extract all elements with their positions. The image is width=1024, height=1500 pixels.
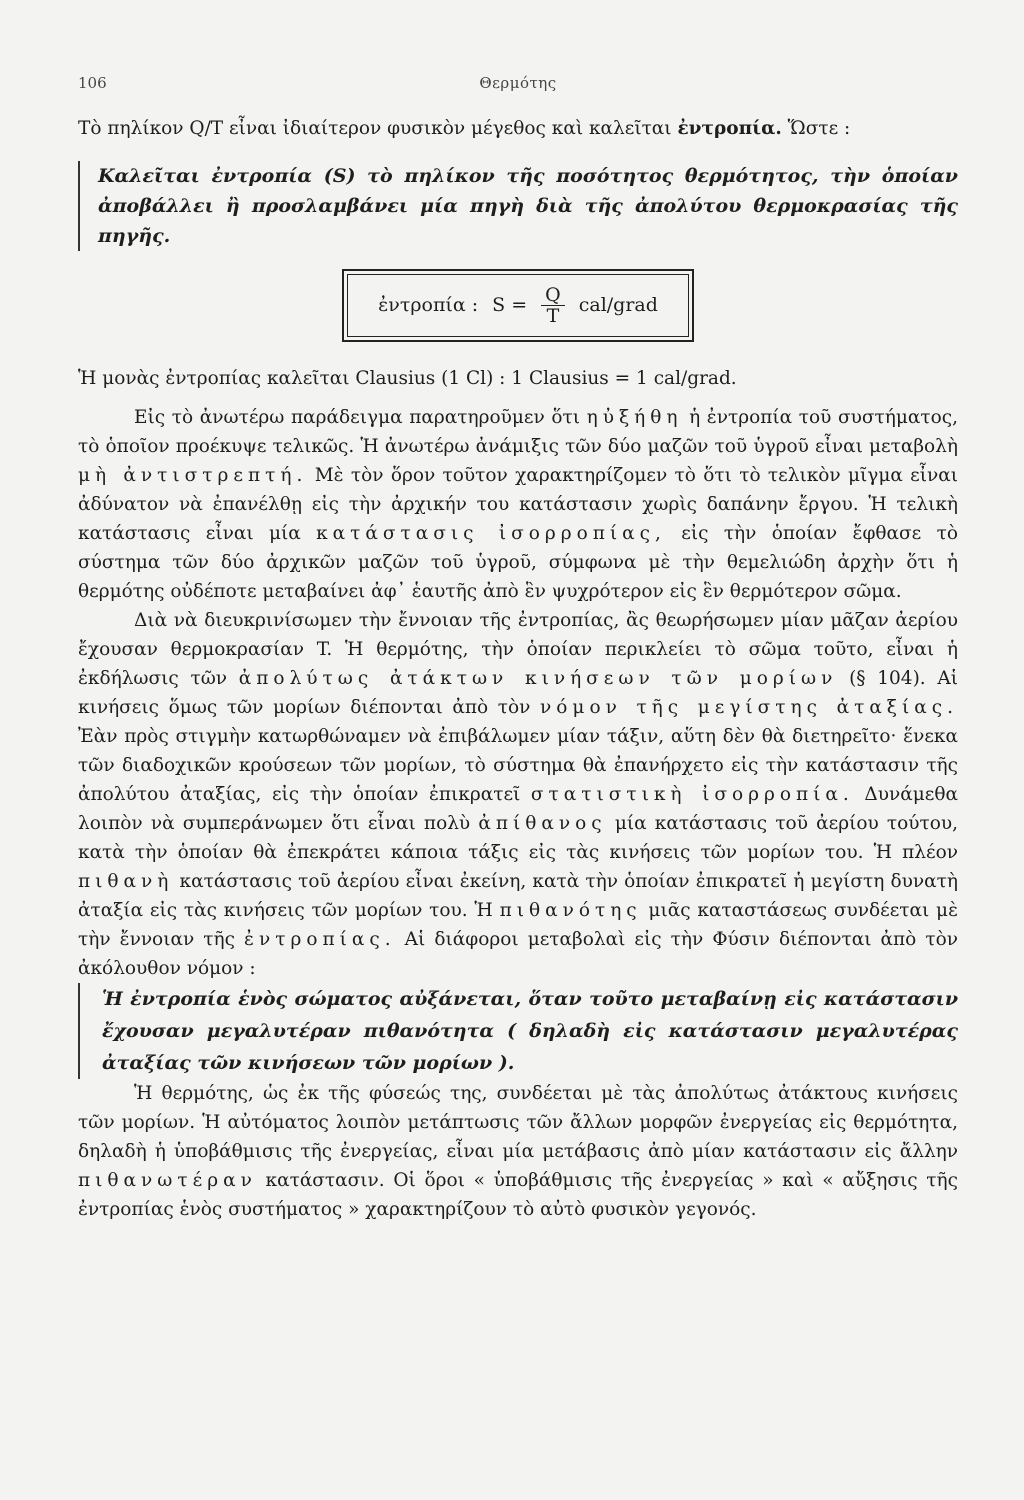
paragraph-2	[78, 606, 958, 983]
text-run: μιᾶς καταστάσεως συνδέεται μὲ τὴν ἔννοιαν τῆς	[78, 900, 959, 950]
text-run: Δυνάμεθα λοιπὸν νὰ συμπεράνωμεν ὅτι εἶναι πολὺ	[78, 784, 958, 834]
text-run: ἡ ἐντροπία τοῦ συστήματος, τὸ ὁποῖον προέκυψε τελικῶς. Ἡ ἀνωτέρω ἀνάμιξις τῶν δύο μαζῶν τοῦ ὑγροῦ εἶναι μεταβολὴ	[78, 407, 958, 457]
text-run: Μὲ τὸν ὅρον τοῦτον χαρακτηρίζομεν τὸ ὅτι τὸ τελικὸν μῖγμα εἶναι ἀδύνατον νὰ ἐπανέλθῃ εἰς τὴν ἀρχικήν του κατάστασιν χωρὶς δαπάνην ἔργου. Ἡ τελικὴ κατάστασις εἶναι μία	[78, 465, 958, 544]
emphasis: πιθανότης	[499, 900, 642, 921]
text-run: Αἱ διάφοροι μεταβολαὶ εἰς τὴν Φύσιν διέπονται ἀπὸ τὸν ἀκόλουθον νόμον :	[78, 929, 959, 979]
paragraph-3	[78, 1079, 958, 1224]
running-title: Θερμότης	[479, 74, 557, 92]
text-run: Ἐὰν πρὸς στιγμὴν κατωρθώναμεν νὰ ἐπιβάλωμεν μίαν τάξιν, αὕτη δὲν θὰ διετηρεῖτο· ἕνεκα τῶν διαδοχικῶν κρούσεων τῶν μορίων, τὸ σύστημα θὰ ἐπανήρχετο εἰς τὴν κατάστασιν τῆς ἀπολύτου ἀταξίας, εἰς τὴν ὁποίαν ἐπικρατεῖ	[78, 726, 958, 805]
unit-definition: Ἡ μονὰς ἐντροπίας καλεῖται Clausius (1 Cl) : 1 Clausius = 1 cal/grad.	[78, 368, 737, 389]
entropy-law: Ἡ ἐντροπία ἑνὸς σώματος αὐξάνεται, ὅταν τοῦτο μεταβαίνῃ εἰς κατάστασιν ἔχουσαν μεγαλυτέραν πιθανότητα ( δηλαδὴ εἰς κατάστασιν μεγαλυτέρας ἀταξίας τῶν κινήσεων τῶν μορίων ).	[78, 983, 958, 1079]
emphasis: πιθανωτέραν	[78, 1170, 257, 1191]
emphasis: ἀπολύτως ἀτάκτων κινήσεων τῶν μορίων	[238, 668, 838, 689]
text-run: κατάστασιν. Οἱ ὅροι « ὑποβάθμισις τῆς ἐνεργείας » καὶ « αὔξησις τῆς ἐντροπίας ἑνὸς συστήματος » χαρακτηρίζουν τὸ αὐτὸ φυσικὸν γεγονός.	[78, 1170, 958, 1220]
text-run: (§ 104). Αἱ κινήσεις ὅμως τῶν μορίων διέπονται ἀπὸ τὸν	[78, 668, 958, 718]
formula-label: ἐντροπία :	[378, 294, 479, 316]
text-run: μία κατάστασις τοῦ ἀερίου τούτου, κατὰ τὴν ὁποίαν θὰ ἐπεκράτει κάποια τάξις εἰς τὰς κινήσεις τῶν μορίων του. Ἡ πλέον	[78, 813, 958, 863]
text-run: εἰς τὴν ὁποίαν ἔφθασε τὸ σύστημα τῶν δύο ἀρχικῶν μαζῶν τοῦ ὑγροῦ, σύμφωνα μὲ τὴν θεμελιώδη ἀρχὴν ὅτι ἡ θερμότης οὐδέποτε μεταβαίνει ἀφ᾽ ἑαυτῆς ἀπὸ ἓν ψυχρότερον εἰς ἓν θερμότερον σῶμα.	[78, 523, 958, 602]
entropy-term: ἐντροπία.	[677, 118, 782, 139]
intro-paragraph	[78, 114, 958, 143]
emphasis: ηὐξήθη	[586, 407, 683, 428]
page-body	[78, 114, 958, 1224]
formula-numerator: Q	[541, 285, 565, 306]
formula-unit: cal/grad	[578, 294, 658, 316]
emphasis: στατιστικὴ ἰσορροπία.	[530, 784, 854, 805]
formula-container	[78, 269, 958, 342]
paragraph-1	[78, 403, 958, 606]
formula-denominator: T	[546, 305, 560, 327]
entropy-definition: Καλεῖται ἐντροπία (S) τὸ πηλίκον τῆς ποσότητος θερμότητος, τὴν ὁποίαν ἀποβάλλει ἢ προσλαμβάνει μία πηγὴ διὰ τῆς ἀπολύτου θερμοκρασίας τῆς πηγῆς.	[78, 161, 958, 251]
emphasis: ἐντροπίας.	[244, 929, 396, 950]
formula-fraction	[541, 285, 565, 326]
emphasis: μὴ ἀντιστρεπτή.	[78, 465, 308, 486]
emphasis: ἀπίθανος	[478, 813, 607, 834]
entropy-formula	[347, 274, 689, 337]
text-run: κατάστασις τοῦ ἀερίου εἶναι ἐκείνη, κατὰ τὴν ὁποίαν ἐπικρατεῖ ἡ μεγίστη δυνατὴ ἀταξία εἰς τὰς κινήσεις τῶν μορίων του. Ἡ	[78, 871, 958, 921]
page-header	[78, 66, 958, 94]
formula-box	[342, 269, 694, 342]
intro-tail: Ὥστε :	[781, 118, 851, 139]
text-run: Διὰ νὰ διευκρινίσωμεν τὴν ἔννοιαν τῆς ἐντροπίας, ἂς θεωρήσωμεν μίαν μᾶζαν ἀερίου ἔχουσαν θερμοκρασίαν T. Ἡ θερμότης, τὴν ὁποίαν περικλείει τὸ σῶμα τοῦτο, εἶναι ἡ ἐκδήλωσις τῶν	[78, 610, 958, 689]
formula-lhs: S =	[492, 294, 528, 316]
text-run: Ἡ θερμότης, ὡς ἐκ τῆς φύσεώς της, συνδέεται μὲ τὰς ἀπολύτως ἀτάκτους κινήσεις τῶν μορίων. Ἡ αὐτόματος λοιπὸν μετάπτωσις τῶν ἄλλων μορφῶν ἐνεργείας εἰς θερμότητα, δηλαδὴ ἡ ὑποβάθμισις τῆς ἐνεργείας, εἶναι μία μετάβασις ἀπὸ μίαν κατάστασιν εἰς ἄλλην	[78, 1083, 958, 1162]
text-run: Εἰς τὸ ἀνωτέρω παράδειγμα παρατηροῦμεν ὅτι	[134, 407, 587, 428]
emphasis: πιθανὴ	[78, 871, 174, 892]
emphasis: κατάστασις ἰσορροπίας,	[316, 523, 666, 544]
page-number: 106	[78, 74, 107, 92]
intro-text: Τὸ πηλίκον Q/T εἶναι ἰδιαίτερον φυσικὸν μέγεθος καὶ καλεῖται	[78, 118, 678, 139]
emphasis: νόμον τῆς μεγίστης ἀταξίας.	[540, 697, 958, 718]
